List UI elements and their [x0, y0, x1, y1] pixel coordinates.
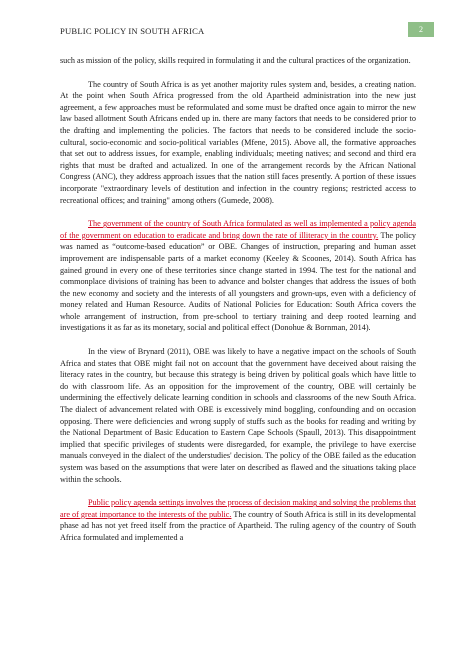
page-number-badge: 2 [408, 22, 434, 37]
paragraph-text: such as mission of the policy, skills required in formulating it and the cultural practices of the organization. [60, 56, 411, 65]
paragraph [60, 346, 416, 485]
running-head: PUBLIC POLICY IN SOUTH AFRICA [60, 26, 205, 36]
document-body [60, 55, 416, 556]
paragraph-text: In the view of Brynard (2011), OBE was likely to have a negative impact on the schools of South Africa and states that OBE might fail not on account that the government have deceived about raising the literacy rates in the country, but because this strategy is being driven by political goals which have little to do with classroom life. As an opposition for the improvement of the country, OBE will certainly be undermining the effectively delicate learning condition in schools and classrooms of the new South Africa. The dialect of advancement related with OBE is excessively mind boggling, confounding and on occasion opposing. There were deficiencies and wrong supply of stuffs such as the books for reading and writing by the National Department of Basic Education to Eastern Cape Schools (Spaull, 2013). This disappointment implied that specific privileges of students were disregarded, for example, the privilege to have exercise manuals conveyed in the dialect of the understudies' decision. The policy of the OBE failed as the education system was based on the assumptions that were later on described as flawed and the situations taking place within the schools. [60, 347, 416, 484]
paragraph [60, 218, 416, 334]
paragraph-text: The country of South Africa is still in its developmental phase ad has not yet freed itself from the practice of Apartheid. The ruling agency of the country of South Africa formulated and implemented a [60, 509, 417, 542]
paragraph-text: The policy was named as “outcome-based education” or OBE. Changes of instruction, preparing and human asset improvement are indispensable parts of a market economy (Keeley & Scoones, 2014). South Africa has gained ground in every one of these territories since change started in 1994. The test for the national and commonplace divisions of training has been to advance and bolster changes that address the issues of both the new economy and society and the interests of all youngsters and grown-ups, even with a deficiency of money related and Human Resource. Audits of National Policies for Education: South Africa covers the whole arrangement of instruction, from pre-school to tertiary training and deep rooted learning and investigations it as far as its monetary, social and political effect (Donohue & Bornman, 2014). [60, 230, 417, 333]
highlighted-sentence: Public policy agenda settings involves the process of decision making and solving the problems that are of great importance to the interests of the public. [60, 498, 416, 519]
paragraph-text: The country of South Africa is as yet another majority rules system and, besides, a creating nation. At the point when South Africa progressed from the old Apartheid administration into the new just agreement, a few approaches must be reformulated and some must be drafted once again to mirror the new law based allotment South Africans ended up in. there are many factors that needs to be considered prior to the drafting and implementing the policies. The factors that needs to be considered include the socio-cultural, socio-economic and socio-political variables (Mfene, 2015). Above all, the formative approaches that set out to address issues, for example, enabling individuals; meeting natives; and second and third era rights that must be drafted and actualized. In one of the arrangement records by the African National Congress (ANC), they address approach issues that the nation still faces presently. A portion of these issues incorporate "extraordinary levels of destitution and infection in the country regions; restricted access to recreational offices; and training" among others (Gumede, 2008). [60, 79, 416, 205]
paragraph-continuation [60, 55, 416, 67]
highlighted-sentence: The government of the country of South Africa formulated as well as implemented a policy agenda of the government on education to eradicate and bring down the rate of illiteracy in the country. [60, 219, 416, 240]
paragraph [60, 79, 416, 207]
paragraph [60, 497, 416, 543]
